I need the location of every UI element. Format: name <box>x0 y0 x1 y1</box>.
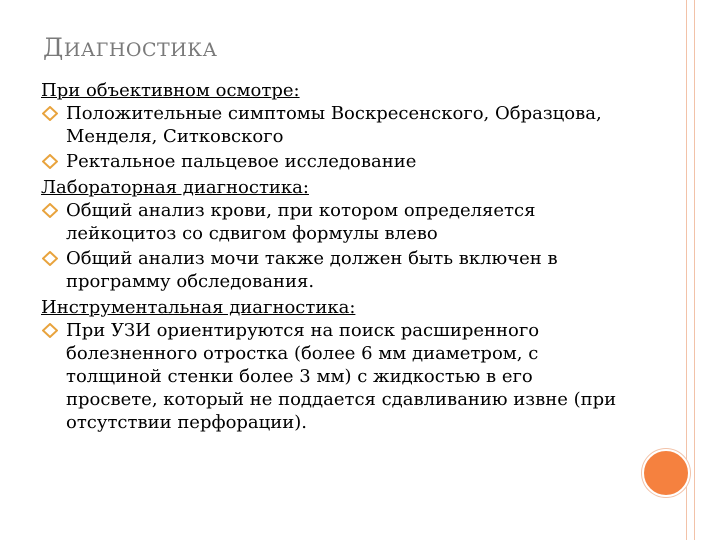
bullet-item <box>41 150 621 173</box>
bullet-item <box>41 199 621 245</box>
slide-content <box>41 79 621 436</box>
bullet-item <box>41 247 621 293</box>
decorative-circle <box>642 449 690 497</box>
bullet-text: Ректальное пальцевое исследование <box>66 151 417 172</box>
bullet-text: Положительные симптомы Воскресенского, Образцова, Менделя, Ситковского <box>66 103 602 147</box>
bullet-text: При УЗИ ориентируются на поиск расширенного болезненного отростка (более 6 мм диаметром, с толщиной стенки более 3 мм) с жидкостью в его просвете, который не поддается сдавливанию извне (при отсутствии перфорации). <box>66 320 617 433</box>
section-heading-instrumental: Инструментальная диагностика: <box>41 297 356 318</box>
decorative-rule-right <box>694 0 695 540</box>
open-diamond-bullet-icon <box>42 154 58 169</box>
open-diamond-bullet-icon <box>42 251 58 266</box>
bullet-text: Общий анализ мочи также должен быть включен в программу обследования. <box>66 248 558 292</box>
open-diamond-bullet-icon <box>42 203 58 218</box>
bullet-text: Общий анализ крови, при котором определяется лейкоцитоз со сдвигом формулы влево <box>66 200 536 244</box>
open-diamond-bullet-icon <box>42 106 58 121</box>
title-rest: ИАГНОСТИКА <box>63 39 218 61</box>
open-diamond-bullet-icon <box>42 323 58 338</box>
slide-title <box>43 33 217 62</box>
bullet-item <box>41 319 621 434</box>
section-heading-exam: При объективном осмотре: <box>41 80 300 101</box>
section-heading-lab: Лабораторная диагностика: <box>41 177 309 198</box>
bullet-item <box>41 102 621 148</box>
title-first-letter: Д <box>43 33 64 62</box>
